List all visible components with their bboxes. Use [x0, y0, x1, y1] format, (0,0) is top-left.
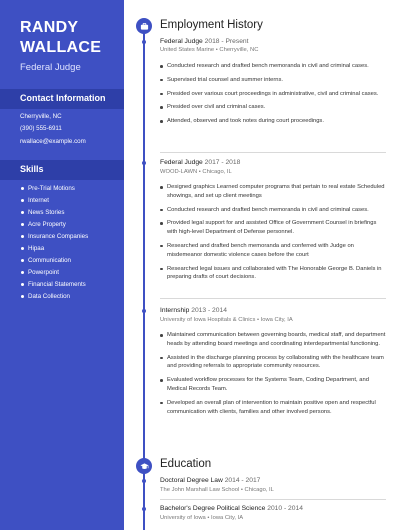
- skills-section-title: Skills: [20, 164, 44, 174]
- job-location: Chicago, IL: [202, 169, 232, 175]
- job-bullet: Researched and drafted bench memoranda and conferred with Judge on misdemeanor domestic violence cases before the court: [160, 242, 386, 260]
- school-location: Iowa City, IA: [211, 515, 244, 521]
- job-bullet: Attended, observed and took notes during court proceedings.: [160, 117, 386, 126]
- contact-section-header: [0, 89, 124, 109]
- job-bullet: Conducted research and drafted bench memoranda in civil and criminal cases.: [160, 206, 386, 215]
- timeline-dot: [142, 479, 146, 483]
- job-bullet: Evaluated workflow processes for the Systems Team, Coding Department, and Medical Records Team.: [160, 376, 386, 394]
- degree-dates: 2014 - 2017: [224, 477, 261, 484]
- job-divider: [160, 298, 386, 299]
- degree-title: Doctoral Degree Law: [160, 477, 223, 484]
- contact-city: Cherryville, NC: [20, 113, 62, 120]
- skill-item: Hipaa: [20, 243, 88, 255]
- graduation-cap-icon: [136, 458, 152, 474]
- skills-list: [20, 183, 88, 303]
- job-bullets: [160, 183, 386, 287]
- school-location: Chicago, IL: [244, 487, 274, 493]
- job-dates: 2018 - Present: [204, 38, 249, 45]
- skill-item: News Stories: [20, 207, 88, 219]
- education-divider: [160, 499, 386, 500]
- school-name: The John Marshall Law School: [160, 487, 240, 493]
- skill-item: Powerpoint: [20, 267, 88, 279]
- job-org-line: United States Marine • Cherryville, NC: [160, 47, 259, 53]
- job-org-line: WOOD-LAWN • Chicago, IL: [160, 169, 232, 175]
- job-heading: [160, 38, 249, 45]
- job-divider: [160, 152, 386, 153]
- job-bullet: Maintained communication between governing boards, medical staff, and department heads by attending board meetings and coordinating interdepartmental functioning.: [160, 331, 386, 349]
- school-name: University of Iowa: [160, 515, 206, 521]
- job-role: Federal Judge: [20, 62, 81, 73]
- job-bullet: Developed an overall plan of intervention to maintain positive open and respectful communication with clients, families and other involved persons.: [160, 399, 386, 417]
- job-org: United States Marine: [160, 47, 215, 53]
- education-school-line: University of Iowa • Iowa City, IA: [160, 515, 244, 521]
- contact-email: rwallace@example.com: [20, 138, 86, 145]
- job-title: Internship: [160, 307, 190, 314]
- job-bullet: Researched legal issues and collaborated with The Honorable George B. Daniels in preparing drafts of court decisions.: [160, 265, 386, 283]
- job-dates: 2017 - 2018: [204, 159, 241, 166]
- job-org-line: University of Iowa Hospitals & Clinics • Iowa City, IA: [160, 317, 293, 323]
- skill-item: Acre Property: [20, 219, 88, 231]
- contact-phone: (390) 555-6911: [20, 125, 62, 132]
- last-name: WALLACE: [20, 39, 102, 56]
- education-school-line: The John Marshall Law School • Chicago, IL: [160, 487, 274, 493]
- job-bullet: Designed graphics Learned computer programs that pertain to real estate Scheduled showings, and set up client meetings: [160, 183, 386, 201]
- skills-section-header: [0, 160, 124, 180]
- job-bullet: Assisted in the discharge planning process by collaborating with the healthcare team and providing referrals to appropriate community resources.: [160, 354, 386, 372]
- skill-item: Financial Statements: [20, 279, 88, 291]
- education-heading: [160, 505, 303, 512]
- job-title: Federal Judge: [160, 159, 203, 166]
- job-org: University of Iowa Hospitals & Clinics: [160, 317, 256, 323]
- skill-item: Internet: [20, 195, 88, 207]
- skill-item: Communication: [20, 255, 88, 267]
- job-bullet: Presided over civil and criminal cases.: [160, 103, 386, 112]
- job-org: WOOD-LAWN: [160, 169, 198, 175]
- contact-section-title: Contact Information: [20, 93, 106, 103]
- education-section-title: Education: [160, 458, 212, 470]
- job-bullet: Provided legal support for and assisted Office of Government Counsel in briefings with high-level Department of Defense personnel.: [160, 219, 386, 237]
- skill-item: Pre-Trial Motions: [20, 183, 88, 195]
- timeline-dot: [142, 309, 146, 313]
- degree-dates: 2010 - 2014: [267, 505, 303, 512]
- job-dates: 2013 - 2014: [191, 307, 227, 314]
- job-bullet: Conducted research and drafted bench memoranda in civil and criminal cases.: [160, 62, 386, 71]
- employment-section-title: Employment History: [160, 19, 263, 31]
- skill-item: Data Collection: [20, 291, 88, 303]
- job-location: Iowa City, IA: [260, 317, 293, 323]
- job-bullets: [160, 62, 386, 131]
- education-heading: [160, 477, 260, 484]
- job-bullet: Presided over various court proceedings in administrative, civil and criminal cases.: [160, 90, 386, 99]
- timeline-dot: [142, 40, 146, 44]
- briefcase-icon: [136, 18, 152, 34]
- first-name: RANDY: [20, 19, 79, 36]
- job-heading: [160, 307, 227, 314]
- degree-title: Bachelor's Degree Political Science: [160, 505, 266, 512]
- job-bullets: [160, 331, 386, 421]
- job-location: Cherryville, NC: [219, 47, 259, 53]
- skill-item: Insurance Companies: [20, 231, 88, 243]
- candidate-name: [20, 18, 101, 58]
- sidebar: [0, 0, 124, 530]
- job-heading: [160, 159, 240, 166]
- timeline-dot: [142, 161, 146, 165]
- job-title: Federal Judge: [160, 38, 203, 45]
- timeline-line: [143, 26, 145, 530]
- timeline-dot: [142, 507, 146, 511]
- job-bullet: Supervised trial counsel and summer interns.: [160, 76, 386, 85]
